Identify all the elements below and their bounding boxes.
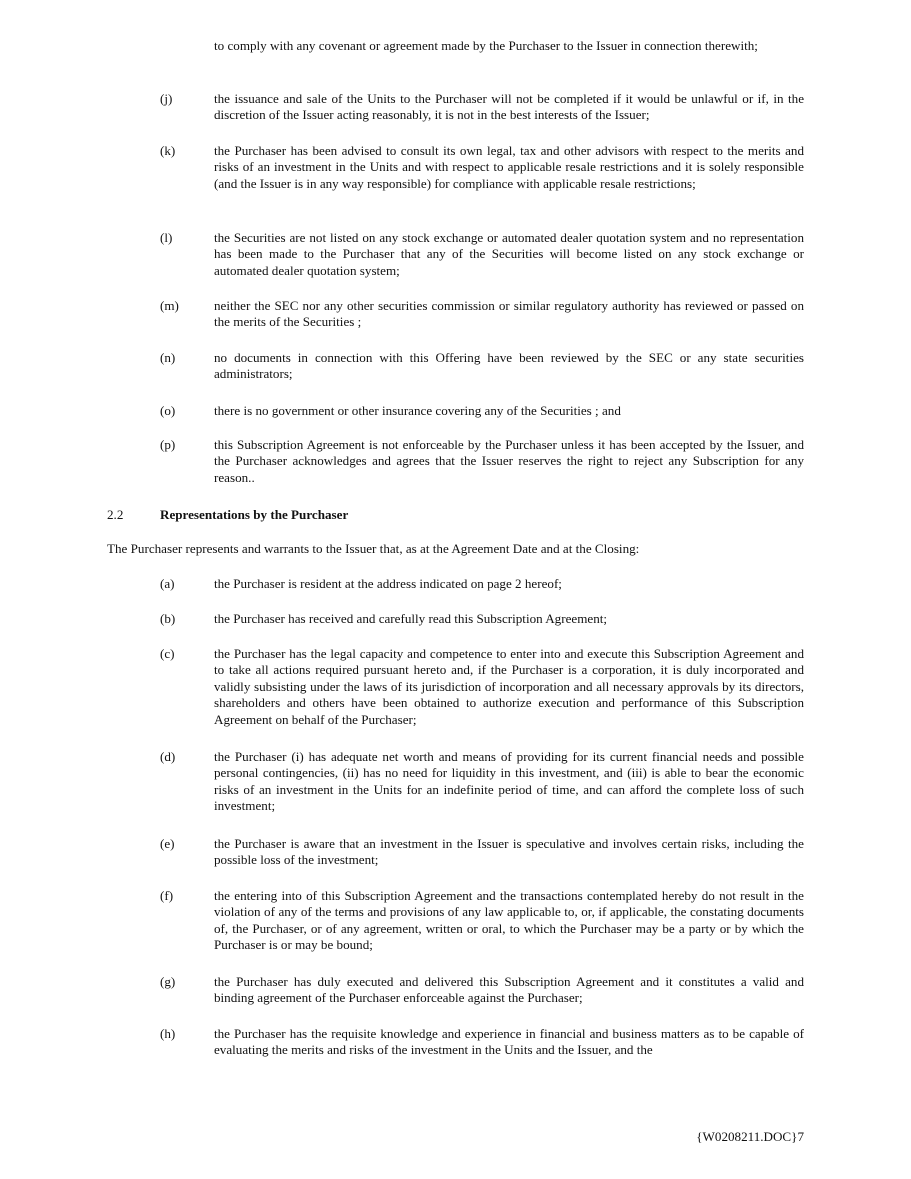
item-label: (l) [160,230,173,245]
section-title: Representations by the Purchaser [160,507,349,522]
item-label: (o) [160,403,176,418]
item-label: (h) [160,1026,176,1041]
item-text: there is no government or other insurance covering any of the Securities ; and [214,403,621,418]
item-label: (p) [160,437,176,452]
item-text: no documents in connection with this Offering have been reviewed by the SEC or any state securities administrators; [214,350,804,382]
item-text: the Purchaser has been advised to consult its own legal, tax and other advisors with respect to the merits and risks of an investment in the Units and with respect to applicable resale restrictions and it is solely responsible (and the Issuer is in any way responsible) for compliance with applicable resale restrictions; [214,143,804,191]
item-text: neither the SEC nor any other securities commission or similar regulatory authority has reviewed or passed on the merits of the Securities ; [214,298,804,330]
item-label: (n) [160,350,176,365]
continuation-paragraph: to comply with any covenant or agreement made by the Purchaser to the Issuer in connection therewith; [214,38,758,53]
item-text: the Purchaser has the legal capacity and competence to enter into and execute this Subscription Agreement and to take all actions required pursuant hereto and, if the Purchaser is a corporation, it is duly incorporated and validly subsisting under the laws of its jurisdiction of incorporation and all necessary approvals by its directors, shareholders and others have been obtained to authorize execution and performance of this Subscription Agreement on behalf of the Purchaser; [214,646,804,727]
item-label: (j) [160,91,173,106]
document-footer: {W0208211.DOC}7 [696,1129,804,1144]
section-number: 2.2 [107,507,124,522]
item-text: the Purchaser is resident at the address indicated on page 2 hereof; [214,576,562,591]
item-label: (m) [160,298,179,313]
item-text: the Purchaser has duly executed and delivered this Subscription Agreement and it constitutes a valid and binding agreement of the Purchaser enforceable against the Purchaser; [214,974,804,1006]
item-label: (a) [160,576,175,591]
item-label: (d) [160,749,176,764]
item-text: the Purchaser has received and carefully read this Subscription Agreement; [214,611,608,626]
item-text: the issuance and sale of the Units to the Purchaser will not be completed if it would be unlawful or if, in the discretion of the Issuer acting reasonably, it is not in the best interests of the Issuer; [214,91,804,123]
item-label: (c) [160,646,175,661]
item-text: the Purchaser (i) has adequate net worth and means of providing for its current financial needs and possible personal contingencies, (ii) has no need for liquidity in this investment, and (iii) is able to bear the economic risks of an investment in the Units for an indefinite period of time, and can afford the complete loss of such investment; [214,749,804,814]
section-intro: The Purchaser represents and warrants to the Issuer that, as at the Agreement Date and at the Closing: [107,541,640,556]
item-label: (g) [160,974,176,989]
item-label: (f) [160,888,174,903]
item-text: the Securities are not listed on any stock exchange or automated dealer quotation system and no representation has been made to the Purchaser that any of the Securities will become listed on any stock exchange or automated dealer quotation system; [214,230,804,278]
item-label: (e) [160,836,175,851]
item-label: (k) [160,143,176,158]
item-text: the Purchaser is aware that an investment in the Issuer is speculative and involves certain risks, including the possible loss of the investment; [214,836,804,868]
item-text: the entering into of this Subscription Agreement and the transactions contemplated hereby do not result in the violation of any of the terms and provisions of any law applicable to, or, if applicable, the constating documents of, the Purchaser, or of any agreement, written or oral, to which the Purchaser may be a party or by which the Purchaser is or may be bound; [214,888,804,953]
item-text: this Subscription Agreement is not enforceable by the Purchaser unless it has been accepted by the Issuer, and the Purchaser acknowledges and agrees that the Issuer reserves the right to reject any Subscription for any reason.. [214,437,804,485]
item-text: the Purchaser has the requisite knowledge and experience in financial and business matters as to be capable of evaluating the merits and risks of the investment in the Units and the Issuer, and the [214,1026,804,1058]
item-label: (b) [160,611,176,626]
